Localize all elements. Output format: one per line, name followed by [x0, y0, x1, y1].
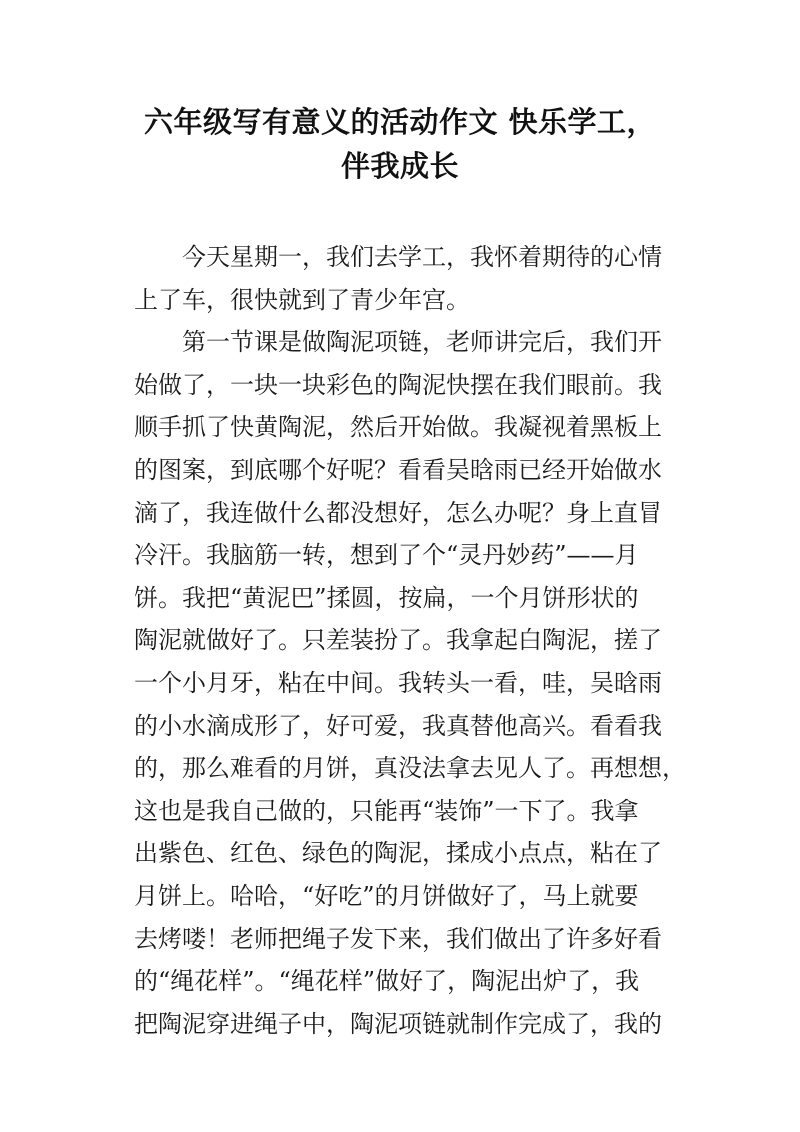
body-line: 滴了，我连做什么都没想好，怎么办呢？身上直冒	[134, 498, 662, 527]
body-line: 今天星期一，我们去学工，我怀着期待的心情	[182, 243, 662, 271]
body-line: 饼。我把“黄泥巴”揉圆，按扁，一个月饼形状的	[134, 583, 639, 612]
document-title	[0, 100, 800, 188]
body-line: 这也是我自己做的，只能再“装饰”一下了。我拿	[134, 796, 639, 825]
body-line: 第一节课是做陶泥项链，老师讲完后，我们开	[182, 328, 662, 357]
body-line: 的图案，到底哪个好呢？看看吴晗雨已经开始做水	[134, 455, 662, 484]
title-line-2: 伴我成长	[340, 149, 459, 183]
title-line-1: 六年级写有意义的活动作文 快乐学工，	[143, 105, 657, 139]
body-line: 一个小月牙，粘在中间。我转头一看，哇，吴晗雨	[134, 668, 662, 697]
body-line: 冷汗。我脑筋一转，想到了个“灵丹妙药”——月	[134, 541, 639, 570]
body-line: 的“绳花样”。“绳花样”做好了，陶泥出炉了，我	[134, 967, 640, 996]
document-body	[134, 236, 686, 1045]
body-line: 上了车，很快就到了青少年宫。	[134, 285, 470, 314]
body-line: 的小水滴成形了，好可爱，我真替他高兴。看看我	[134, 711, 662, 740]
body-line: 出紫色、红色、绿色的陶泥，揉成小点点，粘在了	[134, 839, 662, 868]
body-line: 的，那么难看的月饼，真没法拿去见人了。再想想，	[134, 754, 686, 783]
body-line: 顺手抓了快黄陶泥，然后开始做。我凝视着黑板上	[134, 413, 662, 442]
body-line: 陶泥就做好了。只差装扮了。我拿起白陶泥，搓了	[134, 626, 662, 655]
body-line: 把陶泥穿进绳子中，陶泥项链就制作完成了，我的	[134, 1009, 662, 1038]
body-line: 去烤喽！老师把绳子发下来，我们做出了许多好看	[134, 924, 662, 953]
body-line: 始做了，一块一块彩色的陶泥快摆在我们眼前。我	[134, 370, 662, 399]
body-line: 月饼上。哈哈，“好吃”的月饼做好了，马上就要	[134, 881, 639, 910]
